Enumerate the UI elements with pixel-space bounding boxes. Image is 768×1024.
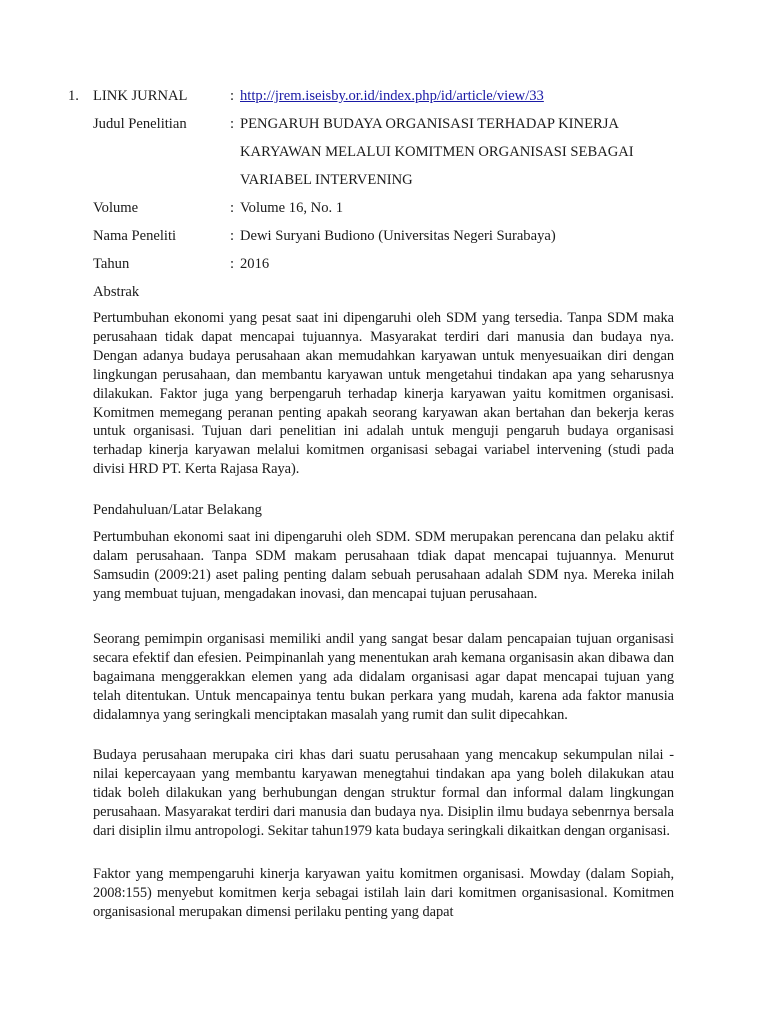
item-number: 1. [68,88,79,104]
intro-paragraph: Faktor yang mempengaruhi kinerja karyawan yaitu komitmen organisasi. Mowday (dalam Sopiah, 2008:155) menyebut komitmen kerja sebagai istilah lain dari komitmen organisasional. Komitmen organisasional merupakan dimensi perilaku penting yang dapat [93,866,674,920]
year-value: 2016 [240,256,270,272]
introduction-heading: Pendahuluan/Latar Belakang [93,502,262,518]
intro-paragraph: Budaya perusahaan merupaka ciri khas dari suatu perusahaan yang mencakup sekumpulan nilai - nilai kepercayaan yang membantu karyawan menegtahui tindakan apa yang boleh dilakukan atau tidak boleh dilakukan yang berhubungan dengan struktur formal dan informal dalam lingkungan perusahaan. Masyarakat terdiri dari manusia dan budaya nya. Disiplin ilmu budaya sebenrnya bersala dari disiplin ilmu antropologi. Sekitar tahun1979 kata budaya seringkali dikaitkan dengan organisasi. [93,747,674,839]
title-label: Judul Penelitian [93,116,187,132]
abstract-text: Pertumbuhan ekonomi yang pesat saat ini dipengaruhi oleh SDM yang tersedia. Tanpa SDM maka perusahaan tidak dapat mencapai tujuannya. Masyarakat terdiri dari manusia dan budaya nya. Dengan adanya budaya perusahaan akan memudahkan karyawan untuk menyesuaikan diri dengan lingkungan perusahaan, dan membantu karyawan untuk mengetahui tindakan apa yang seharusnya dilakukan. Faktor juga yang berpengaruh terhadap kinerja karyawan yaitu komitmen organisasi. Komitmen memegang peranan penting apakah seorang karyawan akan bertahan dan bekerja keras untuk organisasi. Tujuan dari penelitian ini adalah untuk menguji pengaruh budaya organisasi terhadap kinerja karyawan melalui komitmen organisasi sebagai variabel intervening (studi pada divisi HRD PT. Kerta Rajasa Raya). [93,310,674,478]
journal-link[interactable]: http://jrem.iseisby.or.id/index.php/id/article/view/33 [240,88,544,104]
intro-paragraph: Pertumbuhan ekonomi saat ini dipengaruhi oleh SDM. SDM merupakan perencana dan pelaku aktif dalam perusahaan. Tanpa SDM makam perusahaan tdiak dapat mencapai tujuannya. Menurut Samsudin (2009:21) aset paling penting dalam sebuah perusahaan adalah SDM nya. Mereka inilah yang membuat tujuan, mengadakan inovasi, dan mencapai tujuan perusahaan. [93,529,674,602]
year-label: Tahun [93,256,130,272]
author-value: Dewi Suryani Budiono (Universitas Negeri Surabaya) [240,228,556,244]
abstract-heading: Abstrak [93,284,140,300]
title-line-2: KARYAWAN MELALUI KOMITMEN ORGANISASI SEBAGAI [240,144,634,160]
colon: : [230,88,235,104]
volume-label: Volume [93,200,139,216]
title-line-1: PENGARUH BUDAYA ORGANISASI TERHADAP KINERJA [240,116,619,132]
volume-value: Volume 16, No. 1 [240,200,344,216]
colon: : [230,200,235,216]
colon: : [230,256,235,272]
intro-paragraph: Seorang pemimpin organisasi memiliki andil yang sangat besar dalam pencapaian tujuan organisasi secara efektif dan efesien. Peimpinanlah yang menentukan arah kemana organisasin akan dibawa dan bagaimana menggerakkan elemen yang ada didalam organisasi agar dapat mencapai tujuan yang telah ditentukan. Untuk mencapainya tentu bukan perkara yang mudah, karena ada faktor manusia didalamnya yang seringkali menciptakan masalah yang rumit dan sulit dipecahkan. [93,631,674,723]
colon: : [230,116,235,132]
author-label: Nama Peneliti [93,228,177,244]
title-line-3: VARIABEL INTERVENING [240,172,413,188]
colon: : [230,228,235,244]
link-label: LINK JURNAL [93,88,188,104]
